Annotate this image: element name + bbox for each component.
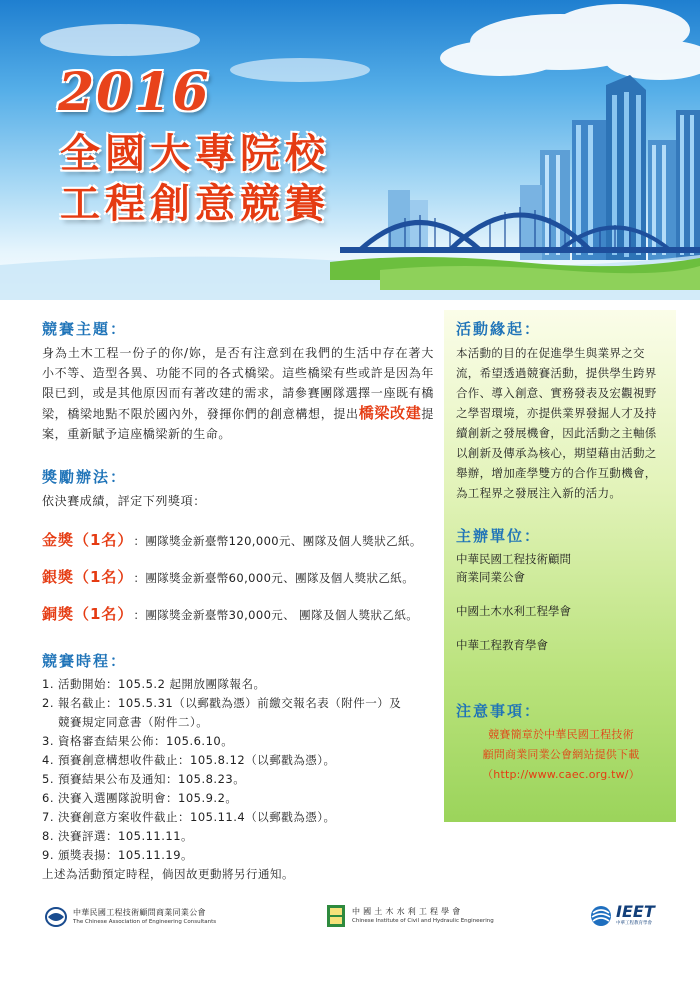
logo-ieet bbox=[590, 904, 655, 927]
organizers-heading: 主辦單位： bbox=[456, 527, 542, 545]
theme-paragraph bbox=[42, 343, 434, 444]
schedule-item bbox=[42, 827, 434, 846]
theme-section bbox=[42, 318, 434, 444]
logo-cihe-name: 中 國 土 木 水 利 工 程 學 會 bbox=[352, 907, 461, 916]
logo-cihe-en: Chinese Institute of Civil and Hydraulic Engineering bbox=[352, 918, 494, 924]
origin-section bbox=[456, 318, 666, 503]
schedule-item-num: 5. bbox=[42, 772, 54, 786]
event-year: 2016 bbox=[58, 62, 211, 123]
award-bronze-desc: ：團隊獎金新臺幣30,000元、 團隊及個人獎狀乙紙。 bbox=[133, 608, 419, 622]
sidebar-panel bbox=[444, 310, 676, 822]
notice-section bbox=[456, 700, 666, 785]
origin-heading: 活動緣起： bbox=[456, 320, 542, 338]
schedule-item bbox=[42, 675, 434, 694]
schedule-list bbox=[42, 675, 434, 865]
schedule-item-text: 預賽結果公布及通知：105.8.23。 bbox=[58, 772, 246, 786]
award-silver bbox=[42, 566, 434, 587]
award-bronze bbox=[42, 603, 434, 624]
award-gold-name: 金獎（1名） bbox=[42, 531, 134, 549]
schedule-item-text: 報名截止：105.5.31（以郵戳為憑）前繳交報名表（附件一）及 bbox=[58, 696, 402, 710]
logo-ieet-name: IEET bbox=[616, 902, 655, 921]
schedule-item bbox=[42, 846, 434, 865]
schedule-item bbox=[42, 732, 434, 751]
awards-heading: 獎勵辦法： bbox=[42, 468, 128, 486]
award-silver-desc: ：團隊獎金新臺幣60,000元、團隊及個人獎狀乙紙。 bbox=[133, 571, 415, 585]
logo-caec-en: The Chinese Association of Engineering Consultants bbox=[73, 919, 217, 925]
schedule-item-text: 決賽入選團隊說明會：105.9.2。 bbox=[58, 791, 238, 805]
schedule-item-text: 活動開始：105.5.2 起開放團隊報名。 bbox=[58, 677, 266, 691]
notice-heading: 注意事項： bbox=[456, 702, 542, 720]
main-content bbox=[42, 318, 434, 884]
notice-line1: 競賽簡章於中華民國工程技術 bbox=[488, 728, 634, 741]
caec-logo-icon bbox=[44, 906, 68, 928]
schedule-item-text: 決賽創意方案收件截止：105.11.4（以郵戳為憑）。 bbox=[58, 810, 336, 824]
notice-url-link[interactable]: （http://www.caec.org.tw/） bbox=[482, 768, 640, 781]
header-banner bbox=[0, 0, 700, 300]
schedule-section bbox=[42, 650, 434, 884]
schedule-note: 上述為活動預定時程，倘因故更動將另行通知。 bbox=[42, 867, 294, 881]
schedule-item-continued bbox=[42, 713, 434, 732]
theme-text-before: 身為土木工程一份子的你/妳，是否有注意到在我們的生活中存在著大小不等、造型各異、功能不同的各式橋梁。這些橋梁有些或許是因為年限已到，或是其他原因而有著改建的需求，請參賽團隊選擇一座既有橋梁，橋梁地點不限於國內外，發揮你們的創意構想，提出 bbox=[42, 346, 434, 421]
event-title-line2: 工程創意競賽 bbox=[60, 181, 330, 227]
theme-text-after: 提案，重新賦予這座橋梁新的生命。 bbox=[42, 407, 434, 441]
organizer-2: 中國土木水利工程學會 bbox=[456, 604, 571, 618]
origin-paragraph: 本活動的目的在促進學生與業界之交流，希望透過競賽活動，提供學生跨界合作、導入創意、實務發表及宏觀視野之學習環境，亦提供業界發掘人才及持續創新之發展機會，因此活動之主軸係以創新及傳承為核心，期望藉由活動之舉辦，增加產學雙方的合作互動機會，為工程界之發展注入新的活力。 bbox=[456, 346, 657, 500]
organizer-3: 中華工程教育學會 bbox=[456, 638, 548, 652]
schedule-item-text: 資格審查結果公佈：105.6.10。 bbox=[58, 734, 234, 748]
award-silver-name: 銀獎（1名） bbox=[42, 568, 134, 586]
award-bronze-name: 銅獎（1名） bbox=[42, 605, 134, 623]
logo-ieet-sub: 中華工程教育學會 bbox=[616, 921, 652, 926]
awards-intro: 依決賽成績，評定下列獎項： bbox=[42, 494, 206, 508]
schedule-item-num: 1. bbox=[42, 677, 54, 691]
schedule-item-text: 頒獎表揚：105.11.19。 bbox=[58, 848, 194, 862]
logo-caec bbox=[44, 906, 216, 928]
theme-heading: 競賽主題： bbox=[42, 320, 128, 338]
awards-section bbox=[42, 466, 434, 624]
schedule-item-num: 6. bbox=[42, 791, 54, 805]
schedule-item bbox=[42, 694, 434, 713]
schedule-item bbox=[42, 789, 434, 808]
logo-caec-name: 中華民國工程技術顧問商業同業公會 bbox=[73, 908, 206, 917]
schedule-item-num: 7. bbox=[42, 810, 54, 824]
schedule-item-text: 競賽規定同意書（附件二）。 bbox=[58, 715, 209, 729]
award-gold-desc: ：團隊獎金新臺幣120,000元、團隊及個人獎狀乙紙。 bbox=[133, 534, 422, 548]
schedule-item-num: 2. bbox=[42, 696, 54, 710]
logo-cihe bbox=[326, 904, 494, 928]
notice-line2: 顧問商業同業公會網站提供下載 bbox=[482, 748, 640, 761]
schedule-item-num: 9. bbox=[42, 848, 54, 862]
organizers-section bbox=[456, 525, 666, 654]
schedule-item-text: 預賽創意構想收件截止：105.8.12（以郵戳為憑）。 bbox=[58, 753, 336, 767]
footer-logos bbox=[0, 900, 700, 950]
organizer-1-line1: 中華民國工程技術顧問 bbox=[456, 552, 571, 566]
ieet-globe-icon bbox=[590, 905, 612, 927]
schedule-item-num: 3. bbox=[42, 734, 54, 748]
cihe-logo-icon bbox=[326, 904, 346, 928]
event-title-line1: 全國大專院校 bbox=[60, 131, 330, 177]
organizer-1-line2: 商業同業公會 bbox=[456, 570, 525, 584]
schedule-heading: 競賽時程： bbox=[42, 652, 128, 670]
schedule-item bbox=[42, 808, 434, 827]
schedule-item bbox=[42, 770, 434, 789]
schedule-item-num: 4. bbox=[42, 753, 54, 767]
schedule-item bbox=[42, 751, 434, 770]
award-gold bbox=[42, 529, 434, 550]
theme-highlight: 橋梁改建 bbox=[358, 404, 422, 422]
schedule-item-text: 決賽評選：105.11.11。 bbox=[58, 829, 194, 843]
schedule-item-num: 8. bbox=[42, 829, 54, 843]
